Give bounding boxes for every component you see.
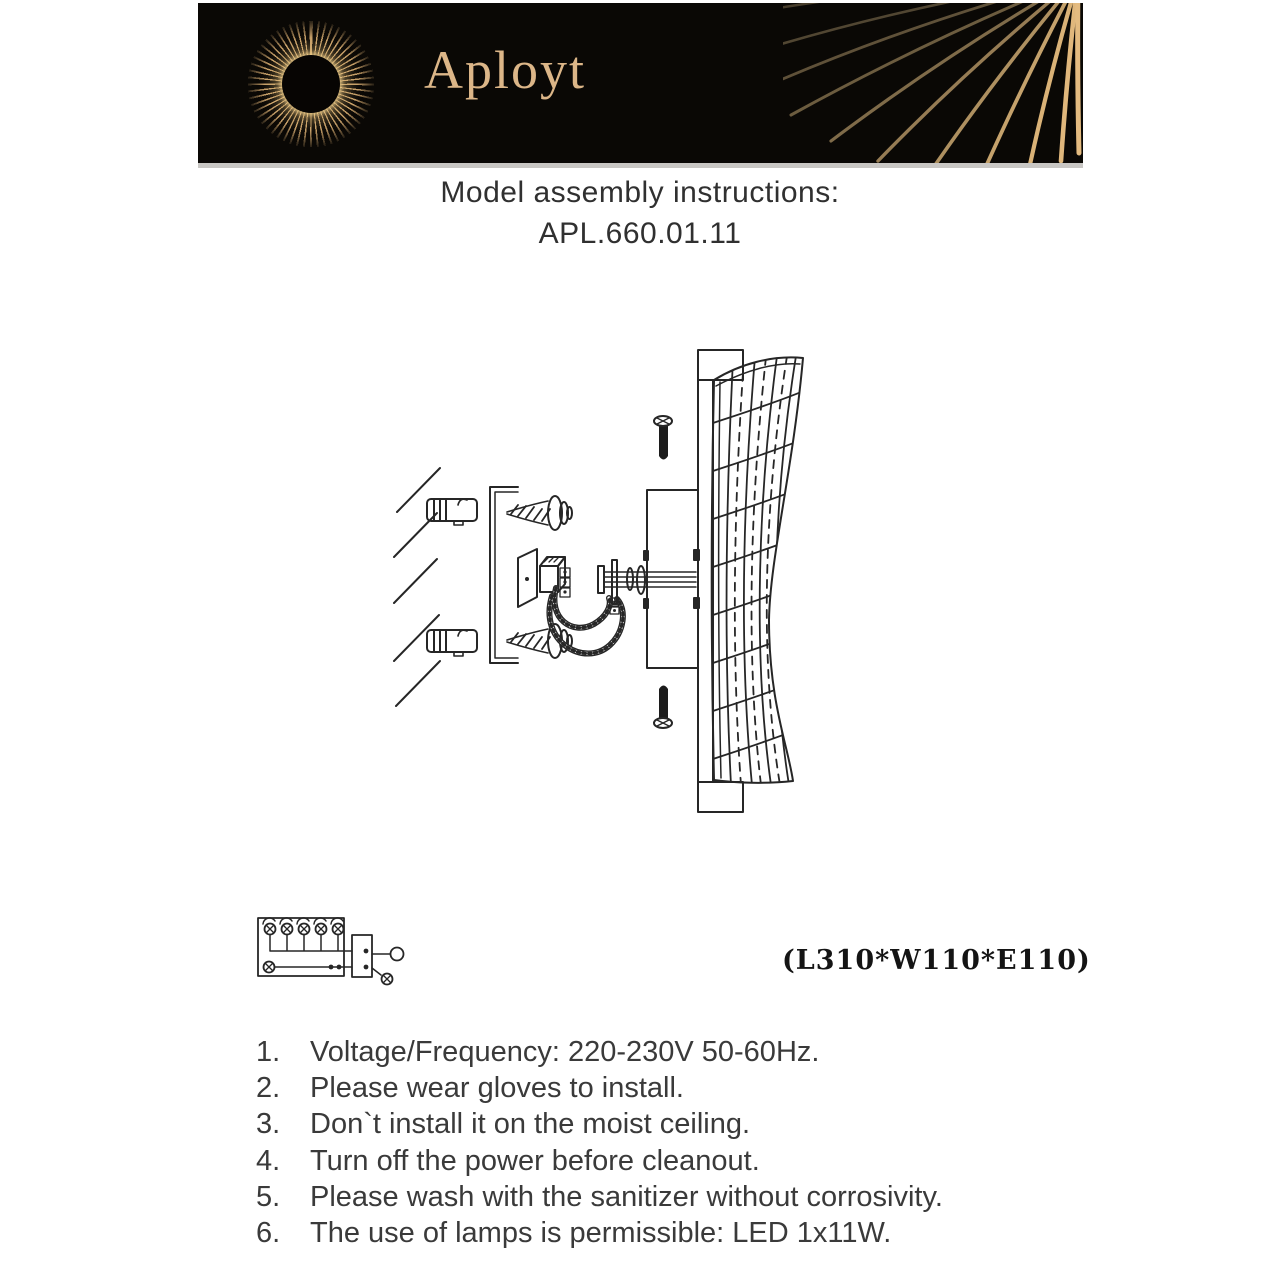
list-item bbox=[256, 1070, 1096, 1106]
mounting-bracket bbox=[490, 487, 518, 663]
wall-lamp-exploded-view-diagram bbox=[380, 330, 840, 830]
item-text: Don`t install it on the moist ceiling. bbox=[310, 1108, 751, 1141]
model-number: APL.660.01.11 bbox=[538, 217, 742, 250]
item-text: The use of lamps is permissible: LED 1x11W. bbox=[310, 1217, 892, 1250]
brand-banner bbox=[198, 3, 1083, 168]
item-number: 1. bbox=[256, 1036, 281, 1068]
bus-wires bbox=[270, 935, 352, 952]
item-number: 6. bbox=[256, 1217, 281, 1250]
item-number: 5. bbox=[256, 1180, 281, 1213]
item-text: Voltage/Frequency: 220-230V 50-60Hz. bbox=[310, 1036, 820, 1068]
list-item bbox=[256, 1034, 1096, 1070]
mounting-screw-top bbox=[507, 496, 572, 530]
terminal-screws bbox=[263, 918, 344, 935]
driver-box bbox=[644, 490, 699, 668]
wall-anchor-bottom bbox=[427, 630, 477, 656]
brand-wordmark: Aployt bbox=[424, 40, 587, 100]
list-item bbox=[256, 1106, 1096, 1142]
machine-screw-bottom bbox=[654, 686, 672, 729]
item-text: Turn off the power before cleanout. bbox=[310, 1144, 760, 1177]
ray-fan-icon bbox=[783, 3, 1083, 163]
list-item bbox=[256, 1143, 1096, 1179]
instruction-list bbox=[256, 1034, 1096, 1251]
item-number: 2. bbox=[256, 1072, 281, 1105]
driver-unit bbox=[352, 935, 372, 977]
sunburst-logo-icon bbox=[248, 21, 374, 147]
item-number: 3. bbox=[256, 1108, 281, 1141]
item-text: Please wear gloves to install. bbox=[310, 1072, 684, 1105]
item-text: Please wash with the sanitizer without corrosivity. bbox=[310, 1180, 943, 1213]
item-number: 4. bbox=[256, 1144, 281, 1177]
dimensions-label: (L310*W110*E110) bbox=[782, 945, 1091, 976]
list-item bbox=[256, 1215, 1096, 1251]
list-item bbox=[256, 1179, 1096, 1215]
title-block bbox=[0, 176, 1280, 251]
wall-anchor-top bbox=[427, 499, 477, 525]
page-title: Model assembly instructions: bbox=[440, 176, 840, 209]
junction-plate bbox=[518, 549, 537, 607]
machine-screw-top bbox=[654, 416, 672, 460]
lamp-shade bbox=[710, 356, 806, 785]
terminal-wiring-schematic bbox=[248, 908, 420, 1020]
sunburst-core bbox=[282, 55, 340, 113]
lamp-symbol bbox=[391, 948, 404, 961]
